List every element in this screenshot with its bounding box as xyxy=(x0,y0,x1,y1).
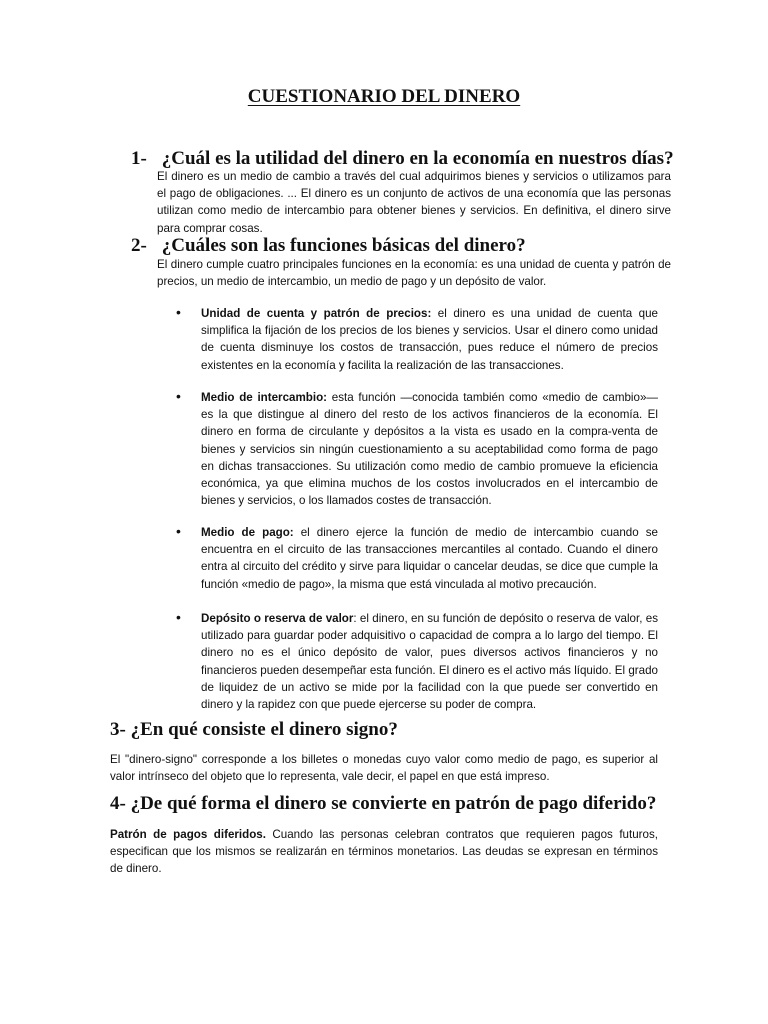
document-title: CUESTIONARIO DEL DINERO xyxy=(247,86,521,107)
question-4-text: ¿De qué forma el dinero se convierte en patrón de pago diferido? xyxy=(130,793,657,814)
function-description: el dinero ejerce la función de medio de intercambio cuando se encuentra en el circuito de las transacciones mercantiles al contado. Cuando el dinero entra al circuito del crédito y sirve para liquidar o cancelar deudas, se dice que cumple la función «medio de pago», la misma que está vinculada al motivo precaución. xyxy=(201,526,658,591)
function-item-store-of-value xyxy=(201,610,658,713)
question-1-heading xyxy=(131,148,674,170)
question-3-answer: El "dinero-signo" corresponde a los billetes o monedas cuyo valor como medio de pago, es superior al valor intrínseco del objeto que lo representa, vale decir, el papel en que está impreso. xyxy=(110,753,658,784)
bullet-icon: • xyxy=(176,388,181,404)
question-2-answer: El dinero cumple cuatro principales funciones en la economía: es una unidad de cuenta y patrón de precios, un medio de intercambio, un medio de pago y un depósito de valor. xyxy=(157,258,671,289)
question-4-answer xyxy=(110,826,658,878)
function-description: : el dinero, en su función de depósito o reserva de valor, es utilizado para guardar poder adquisitivo o capacidad de compra a lo largo del tiempo. El dinero no es el único depósito de valor, pues diversos activos financieros y no financieros pueden desempeñar esta función. El dinero es el activo más líquido. El grado de liquidez de un activo se mide por la facilidad con la que puede ser convertido en dinero y la rapidez con que puede ejercerse su poder de compra. xyxy=(201,612,658,712)
function-description: esta función —conocida también como «medio de cambio»— es la que distingue al dinero del resto de los activos financieros de la economía. El dinero en forma de circulante y depósitos a la vista es usado en la compra-venta de bienes y servicios sin ningún cuestionamiento a su aceptabilidad como forma de pago en dichas transacciones. Su utilización como medio de cambio promueve la eficiencia económica, ya que elimina muchos de los costos involucrados en el intercambio de bienes y servicios, o los llamados costes de transacción. xyxy=(201,391,658,508)
question-2-number: 2- xyxy=(131,235,147,256)
answer-term: Patrón de pagos diferidos. xyxy=(110,828,266,841)
bullet-icon: • xyxy=(176,304,181,320)
question-4-number: 4- xyxy=(110,793,126,814)
function-term: Medio de intercambio: xyxy=(201,391,328,404)
question-2-text: ¿Cuáles son las funciones básicas del dinero? xyxy=(161,235,526,256)
function-item-medium-of-exchange xyxy=(201,389,658,509)
answer-text: Cuando las personas celebran contratos que requieren pagos futuros, especifican que los mismos se realizarán en términos monetarios. Las deudas se expresan en términos de dinero. xyxy=(110,828,658,876)
question-1-answer: El dinero es un medio de cambio a través del cual adquirimos bienes y servicios o utilizamos para el pago de obligaciones. ... El dinero es un conjunto de activos de una economía que las personas utilizan como medio de intercambio para obtener bienes y servicios. En definitiva, el dinero sirve para comprar cosas. xyxy=(157,170,671,235)
question-3-number: 3- xyxy=(110,719,126,740)
question-3-heading xyxy=(110,719,398,741)
function-term: Unidad de cuenta y patrón de precios: xyxy=(201,307,432,320)
function-term: Medio de pago: xyxy=(201,526,294,539)
question-1-number: 1- xyxy=(131,148,147,169)
function-description: el dinero es una unidad de cuenta que simplifica la fijación de los precios de los bienes y servicios. Usar el dinero como unidad de cuenta disminuye los costos de transacción, pues reduce el número de precios existentes en la economía y facilita la realización de las transacciones. xyxy=(201,307,658,372)
question-1-text: ¿Cuál es la utilidad del dinero en la economía en nuestros días? xyxy=(161,148,674,169)
bullet-icon: • xyxy=(176,523,181,539)
bullet-icon: • xyxy=(176,609,181,625)
question-3-text: ¿En qué consiste el dinero signo? xyxy=(130,719,398,740)
function-item-means-of-payment xyxy=(201,524,658,593)
function-term: Depósito o reserva de valor xyxy=(201,612,354,625)
question-2-heading xyxy=(131,235,526,257)
function-item-unit-of-account xyxy=(201,305,658,374)
question-4-heading xyxy=(110,793,656,815)
